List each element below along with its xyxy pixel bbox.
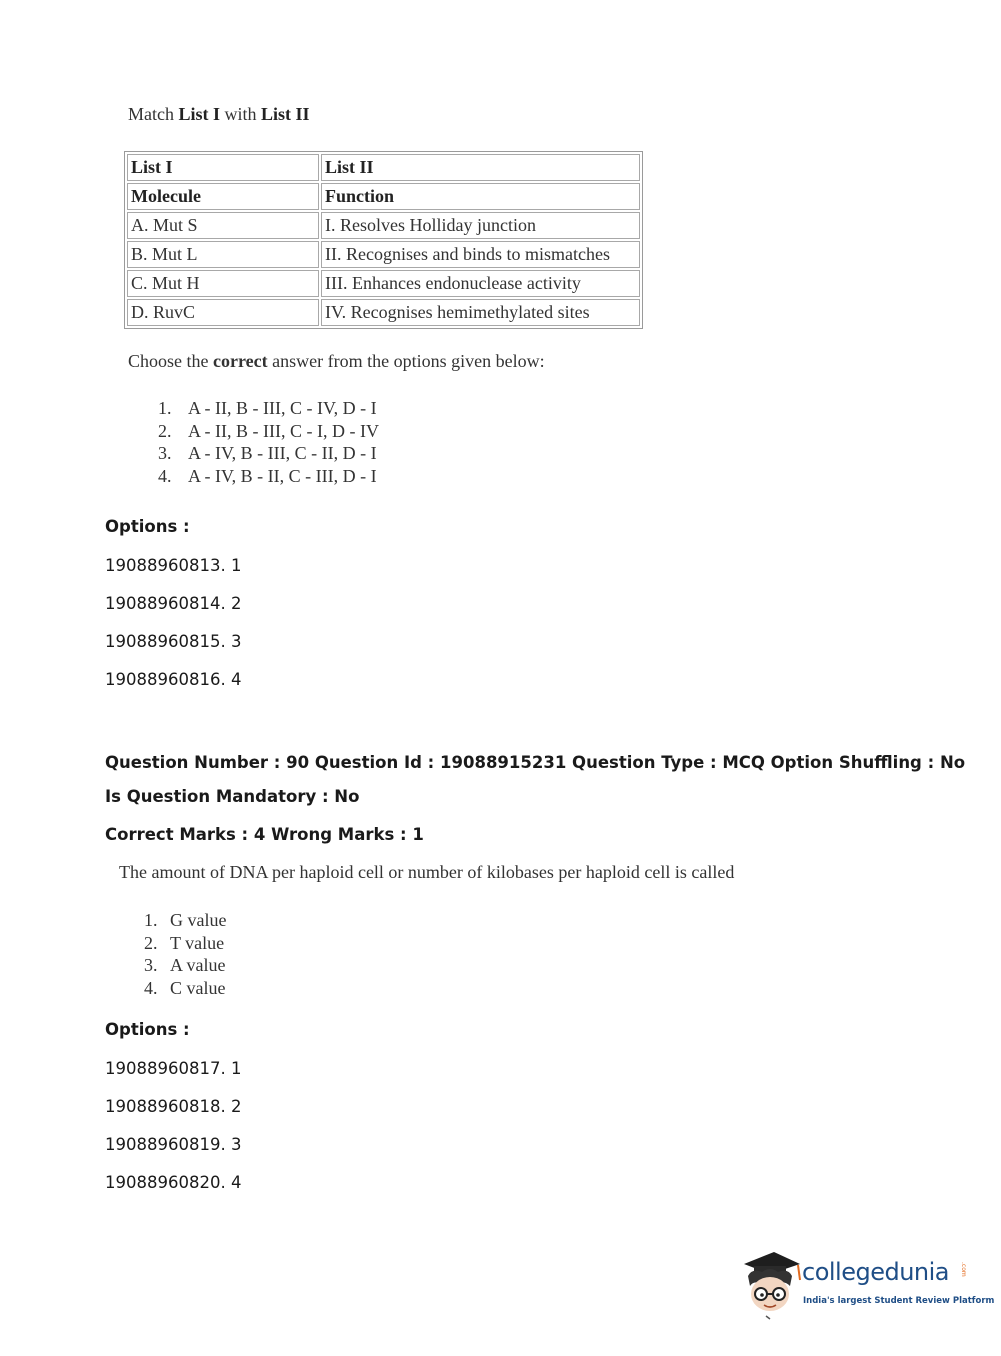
mascot-icon: [740, 1250, 802, 1320]
list-item: 2. T value: [144, 932, 225, 953]
table-cell: A. Mut S: [127, 212, 319, 239]
q89-prompt: Match List I with List II: [128, 104, 310, 124]
q90-marks: Correct Marks : 4 Wrong Marks : 1: [105, 825, 424, 844]
match-table: [124, 151, 643, 329]
collegedunia-logo[interactable]: [740, 1250, 995, 1320]
table-cell: List II: [321, 154, 640, 181]
logo-name: collegedunia: [802, 1258, 950, 1286]
list-item: 3. A - IV, B - III, C - II, D - I: [158, 443, 377, 463]
q89-option-3: 19088960815. 3: [105, 632, 242, 651]
table-cell: II. Recognises and binds to mismatches: [321, 241, 640, 268]
table-cell: List I: [127, 154, 319, 181]
logo-suffix: .com: [960, 1262, 967, 1277]
table-cell: I. Resolves Holliday junction: [321, 212, 640, 239]
table-row: [127, 212, 640, 239]
q90-option-1: 19088960817. 1: [105, 1059, 242, 1078]
q90-prompt: The amount of DNA per haploid cell or number of kilobases per haploid cell is called: [119, 862, 735, 882]
table-row: [127, 241, 640, 268]
q90-option-4: 19088960820. 4: [105, 1173, 242, 1192]
q90-choice-list: [144, 909, 226, 999]
table-row: [127, 270, 640, 297]
list-item: 1. A - II, B - III, C - IV, D - I: [158, 398, 377, 418]
q89-choice-list: [158, 397, 379, 487]
q90-options-label: Options :: [105, 1020, 190, 1039]
logo-tagline: India's largest Student Review Platform: [803, 1296, 995, 1306]
q90-option-2: 19088960818. 2: [105, 1097, 242, 1116]
q89-instruction: Choose the correct answer from the options given below:: [128, 351, 545, 371]
table-subheader-row: [127, 183, 640, 210]
q90-meta: Question Number : 90 Question Id : 19088915231 Question Type : MCQ Option Shuffling : No: [105, 753, 966, 772]
table-header-row: [127, 154, 640, 181]
table-cell: III. Enhances endonuclease activity: [321, 270, 640, 297]
table-row: [127, 299, 640, 326]
q89-option-2: 19088960814. 2: [105, 594, 242, 613]
table-cell: C. Mut H: [127, 270, 319, 297]
q89-options-label: Options :: [105, 517, 190, 536]
list-item: 4. A - IV, B - II, C - III, D - I: [158, 465, 377, 486]
table-cell: IV. Recognises hemimethylated sites: [321, 299, 640, 326]
table-cell: B. Mut L: [127, 241, 319, 268]
q90-mandatory: Is Question Mandatory : No: [105, 787, 360, 806]
list-item: 1. G value: [144, 910, 227, 930]
list-item: 4. C value: [144, 977, 226, 998]
table-cell: Molecule: [127, 183, 319, 210]
table-cell: Function: [321, 183, 640, 210]
list-item: 3. A value: [144, 955, 226, 975]
q89-option-1: 19088960813. 1: [105, 556, 242, 575]
table-cell: D. RuvC: [127, 299, 319, 326]
list-item: 2. A - II, B - III, C - I, D - IV: [158, 420, 379, 441]
q90-option-3: 19088960819. 3: [105, 1135, 242, 1154]
q89-option-4: 19088960816. 4: [105, 670, 242, 689]
